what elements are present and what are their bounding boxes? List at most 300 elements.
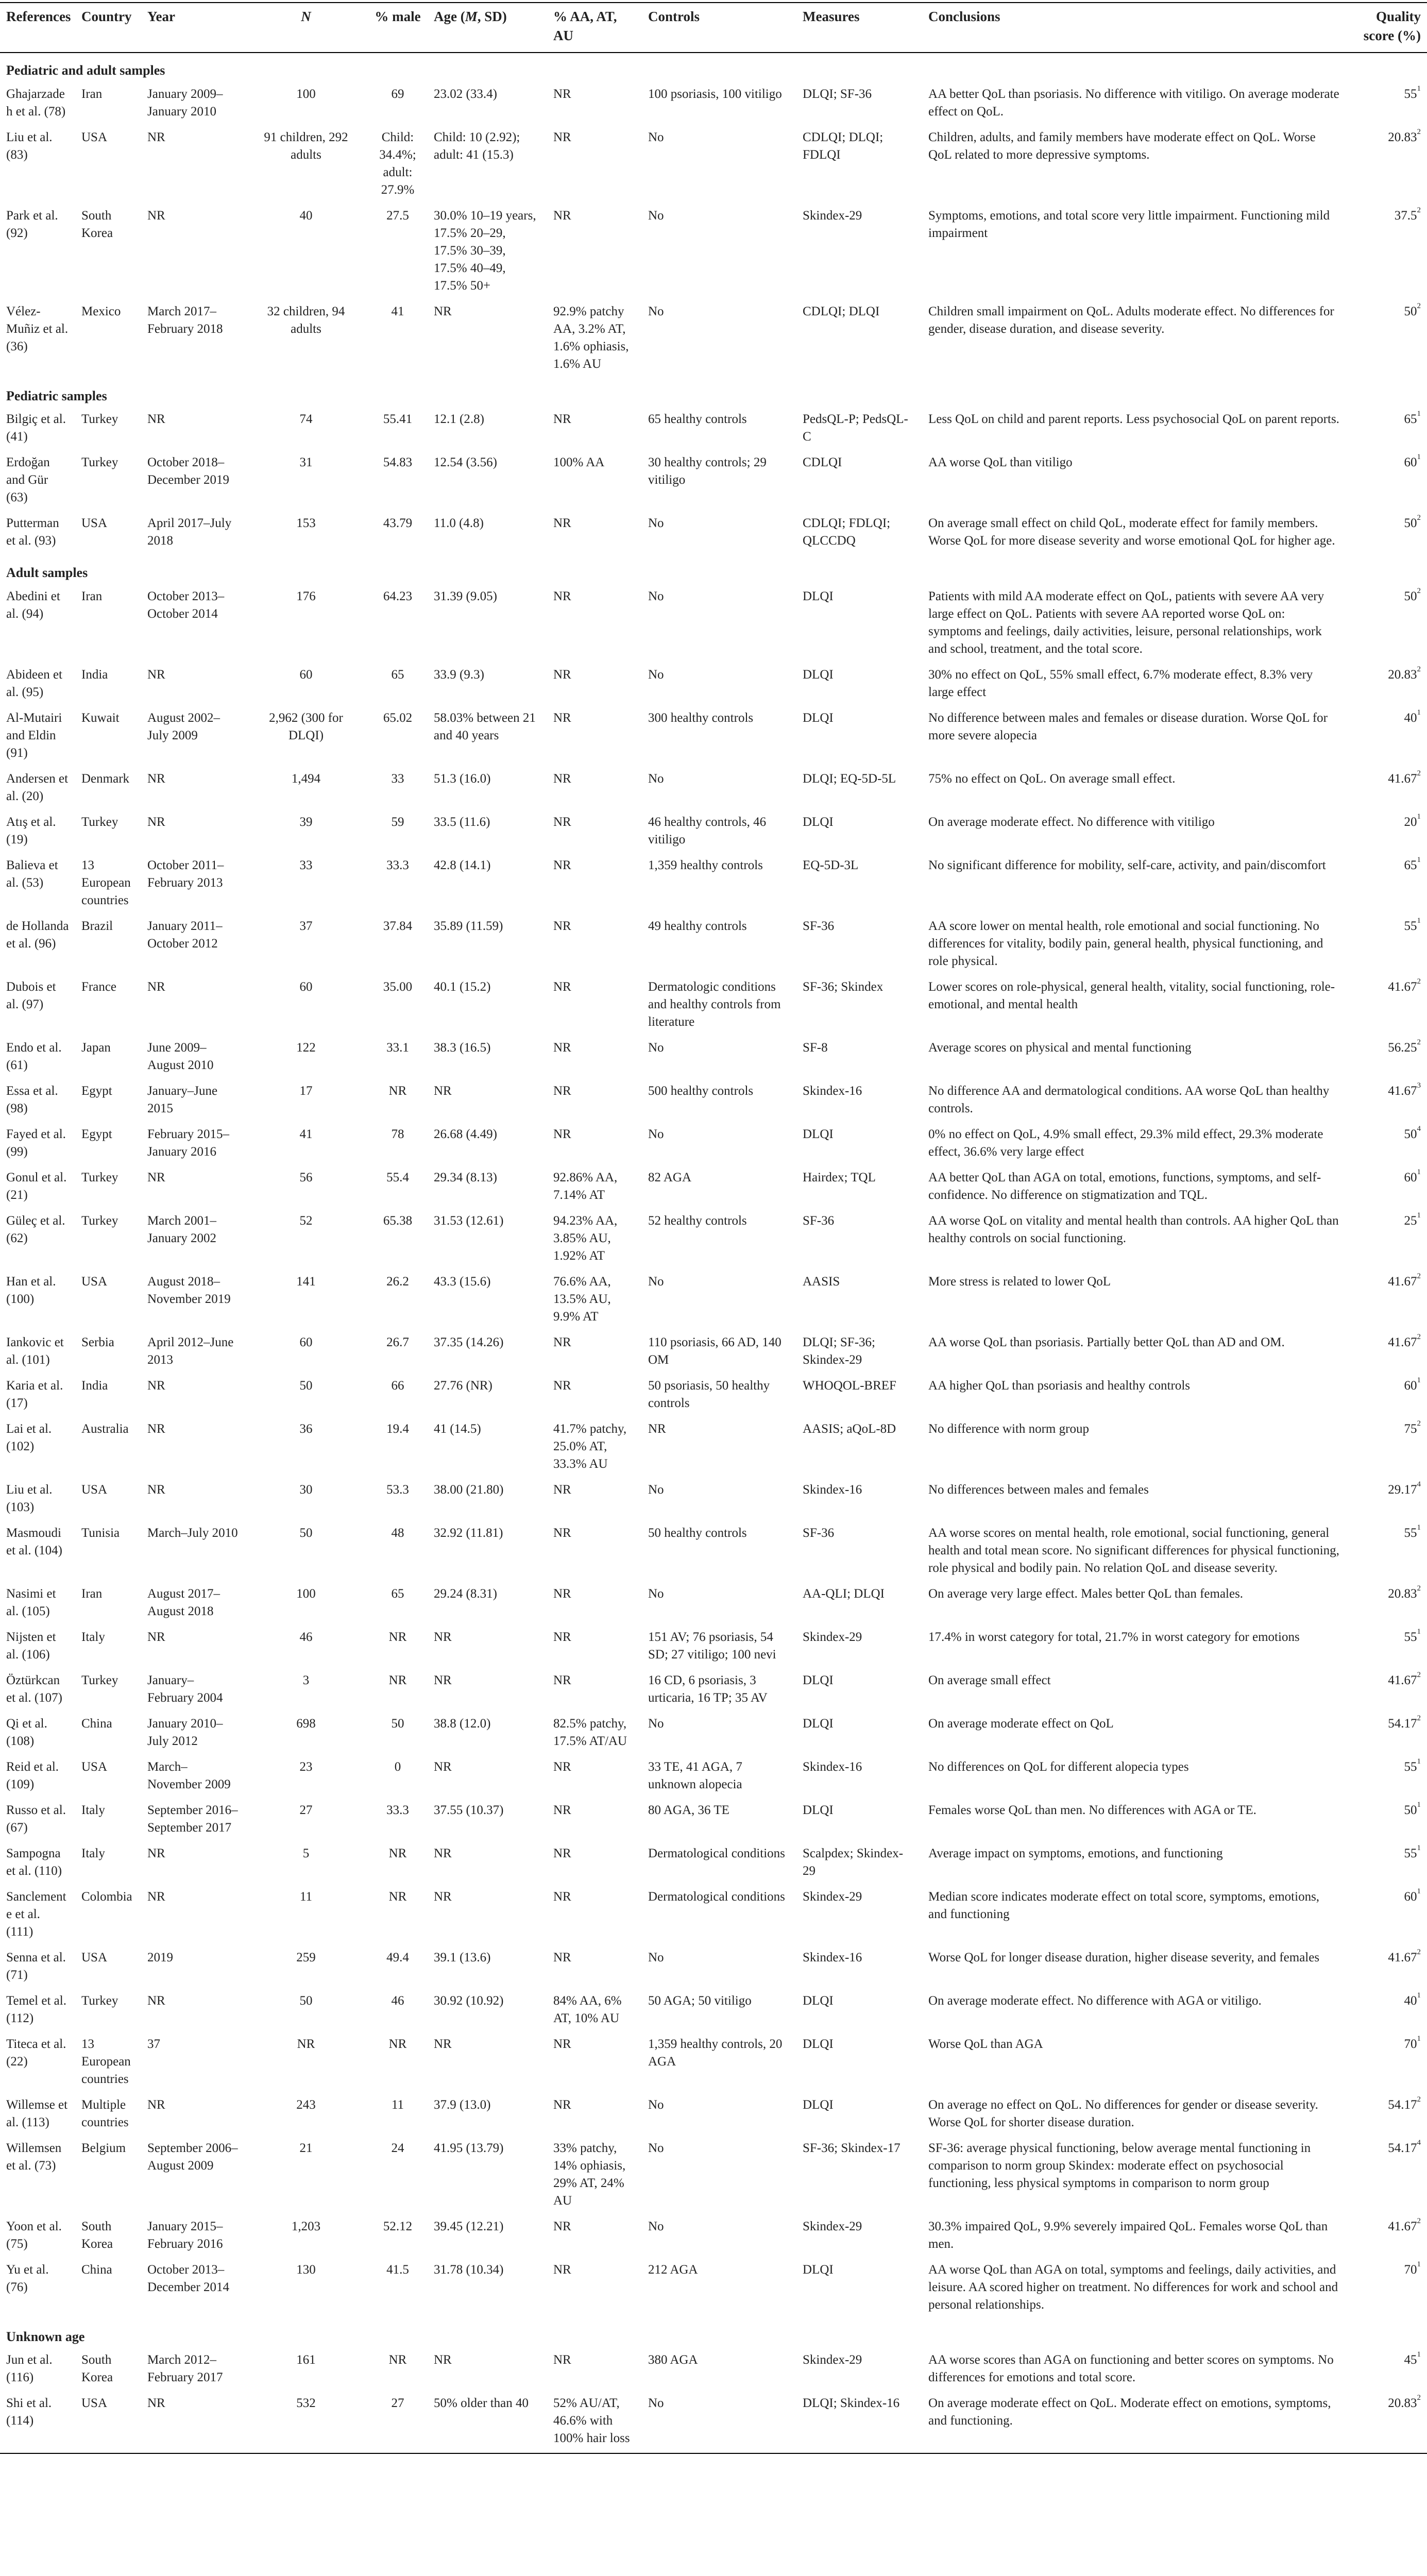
cell-conclusions: On average small effect [928,1673,1051,1687]
cell-types: 94.23% AA, 3.85% AU, 1.92% AT [553,1213,618,1263]
quality-value: 41.67 [1388,2219,1417,2233]
cell-types: NR [553,589,571,603]
cell-year: NR [147,412,165,427]
cell-reference: Yu et al. (76) [6,2262,49,2294]
cell-year: NR [147,1421,165,1436]
cell-age: 33.5 (11.6) [434,815,490,829]
quality-footnote-marker: 2 [1417,2095,1421,2104]
cell-country: India [81,1378,108,1393]
cell-n: 46 [299,1630,313,1644]
cell-male: 65 [391,1586,404,1601]
cell-country: USA [81,1950,108,1964]
cell-age: 41.95 (13.79) [434,2141,504,2155]
cell-age: NR [434,1759,452,1774]
cell-age: 27.76 (NR) [434,1378,492,1393]
table-row [0,1210,1427,1270]
cell-measures: Hairdex; TQL [803,1170,876,1184]
cell-reference: Temel et al. (112) [6,1993,66,2025]
cell-country: 13 European countries [81,858,131,907]
cell-types: 41.7% patchy, 25.0% AT, 33.3% AU [553,1421,627,1471]
cell-country: Egypt [81,1127,112,1141]
header-country: Country [75,3,141,53]
quality-footnote-marker: 1 [1417,84,1421,93]
cell-reference: Öztürkcan et al. (107) [6,1673,62,1705]
cell-measures: DLQI [803,589,834,603]
quality-footnote-marker: 2 [1417,514,1421,522]
cell-reference: Nijsten et al. (106) [6,1630,56,1662]
cell-country: Turkey [81,1673,118,1687]
cell-age: NR [434,2352,452,2367]
cell-male: NR [388,1846,407,1860]
cell-country: USA [81,1759,108,1774]
cell-measures: DLQI [803,710,834,725]
cell-types: 33% patchy, 14% ophiasis, 29% AT, 24% AU [553,2141,626,2208]
cell-year: NR [147,979,165,994]
cell-male: 19.4 [386,1421,409,1436]
cell-conclusions: On average moderate effect. No difference with vitiligo [928,815,1215,829]
table-row [0,2259,1427,2319]
cell-year: NR [147,1378,165,1393]
cell-types: NR [553,87,571,101]
cell-age: 12.54 (3.56) [434,455,497,470]
quality-footnote-marker: 1 [1417,1627,1421,1636]
quality-value: 55 [1404,87,1417,101]
cell-year: September 2006–August 2009 [147,2141,238,2173]
cell-n: 50 [299,1378,313,1393]
cell-types: 84% AA, 6% AT, 10% AU [553,1993,622,2025]
cell-quality-score [1347,1522,1427,1583]
table-row [0,2215,1427,2259]
cell-reference: Iankovic et al. (101) [6,1335,64,1367]
cell-n: 161 [296,2352,316,2367]
cell-age: NR [434,1083,452,1098]
cell-types: 76.6% AA, 13.5% AU, 9.9% AT [553,1274,611,1324]
cell-types: NR [553,1889,571,1904]
cell-country: Kuwait [81,710,120,725]
cell-measures: Skindex-29 [803,208,862,223]
cell-controls: No [648,1127,664,1141]
quality-value: 20.83 [1388,130,1417,144]
quality-footnote-marker: 1 [1417,1887,1421,1895]
cell-measures: Skindex-16 [803,1950,862,1964]
cell-controls: 46 healthy controls, 46 vitiligo [648,815,767,846]
cell-types: 100% AA [553,455,605,470]
cell-reference: Titeca et al. (22) [6,2037,66,2069]
cell-controls: No [648,130,664,144]
cell-male: 41.5 [386,2262,409,2277]
quality-value: 60 [1404,1378,1417,1393]
cell-country: Tunisia [81,1526,120,1540]
cell-quality-score [1347,408,1427,451]
quality-footnote-marker: 1 [1417,410,1421,418]
cell-types: NR [553,1083,571,1098]
table-row [0,300,1427,379]
quality-value: 60 [1404,455,1417,470]
cell-types: NR [553,1040,571,1055]
cell-n: 52 [299,1213,313,1228]
cell-male: 27 [368,2392,428,2453]
cell-male: 65.02 [383,710,413,725]
quality-value: 40 [1404,710,1417,725]
quality-value: 20 [1404,815,1417,829]
cell-male: NR [388,1673,407,1687]
cell-year: October 2013–December 2014 [147,2262,229,2294]
cell-types: NR [553,2097,571,2112]
quality-value: 25 [1404,1213,1417,1228]
cell-measures: DLQI [803,2262,834,2277]
header-controls: Controls [642,3,796,53]
cell-measures: DLQI [803,1716,834,1731]
cell-age: 37.9 (13.0) [434,2097,491,2112]
cell-quality-score [1347,1626,1427,1669]
cell-measures: DLQI [803,1673,834,1687]
quality-footnote-marker: 2 [1417,1584,1421,1592]
cell-year: NR [147,1630,165,1644]
quality-value: 55 [1404,1846,1417,1860]
cell-n: 3 [302,1673,310,1687]
cell-measures: SF-36; Skindex-17 [803,2141,901,2155]
cell-controls: No [648,1040,664,1055]
cell-types: NR [553,1335,571,1349]
cell-quality-score [1347,1418,1427,1479]
quality-footnote-marker: 4 [1417,1124,1421,1133]
cell-age: 41 (14.5) [434,1421,481,1436]
quality-footnote-marker: 2 [1417,127,1421,136]
cell-age: NR [434,2037,452,2051]
quality-value: 40 [1404,1993,1417,2008]
cell-reference: Qi et al. (108) [6,1716,47,1748]
cell-quality-score [1347,205,1427,300]
cell-controls: 1,359 healthy controls [648,858,763,872]
quality-footnote-marker: 2 [1417,206,1421,214]
cell-n: 36 [299,1421,313,1436]
cell-conclusions: AA worse QoL than psoriasis. Partially better QoL than AD and OM. [928,1335,1285,1349]
cell-country: Turkey [81,815,118,829]
cell-types: NR [553,1673,571,1687]
cell-country: Australia [81,1421,129,1436]
cell-n: 40 [299,208,313,223]
cell-controls: No [648,667,664,682]
cell-conclusions: SF-36: average physical functioning, below average mental functioning in comparison to norm group Skindex: moderate effect on psychosocial functioning, less physical symptoms in comparison to norm group [928,2141,1311,2190]
cell-types: NR [553,771,571,786]
cell-controls: 300 healthy controls [648,710,754,725]
cell-male: 33.3 [386,858,409,872]
cell-controls: No [648,516,664,531]
cell-age: NR [434,304,452,318]
cell-quality-score [1347,1270,1427,1331]
cell-n: 27 [299,1803,313,1817]
table-row [0,2137,1427,2215]
cell-age: 32.92 (11.81) [434,1526,503,1540]
cell-controls: NR [648,1421,666,1436]
cell-year: October 2011–February 2013 [147,858,224,890]
quality-footnote-marker: 2 [1417,1272,1421,1280]
cell-quality-score [1347,2033,1427,2094]
cell-measures: DLQI; EQ-5D-5L [803,771,896,786]
table-row [0,2033,1427,2094]
cell-measures: DLQI [803,667,834,682]
cell-year: March 2012–February 2017 [147,2352,223,2384]
cell-reference: Ghajarzadeh et al. (78) [6,87,66,118]
quality-value: 70 [1404,2262,1417,2277]
cell-n: 41 [299,1127,313,1141]
cell-age: 23.02 (33.4) [434,87,497,101]
cell-conclusions: AA better QoL than AGA on total, emotions, functions, symptoms, and self-confidence. No difference on stigmatization and TQL. [928,1170,1321,1202]
cell-male: 53.3 [386,1482,409,1497]
quality-footnote-marker: 1 [1417,1211,1421,1219]
cell-controls: No [642,2392,796,2453]
cell-age: 43.3 (15.6) [434,1274,491,1289]
cell-year: NR [147,667,165,682]
cell-age: 38.3 (16.5) [434,1040,491,1055]
cell-controls: 65 healthy controls [648,412,747,427]
cell-age: 35.89 (11.59) [434,919,503,933]
quality-footnote-marker: 4 [1417,2138,1421,2147]
table-row [0,1375,1427,1418]
cell-reference: Balieva et al. (53) [6,858,58,890]
cell-n: 100 [296,87,316,101]
table-row [0,1842,1427,1886]
table-row [0,1270,1427,1331]
cell-n: 50 [299,1993,313,2008]
cell-age: 30.0% 10–19 years, 17.5% 20–29, 17.5% 30–39, 17.5% 40–49, 17.5% 50+ [434,208,536,293]
cell-conclusions: AA higher QoL than psoriasis and healthy controls [928,1378,1191,1393]
cell-country: China [81,2262,112,2277]
cell-n: 31 [299,455,313,470]
cell-reference: Vélez-Muñiz et al. (36) [6,304,69,353]
cell-measures: CDLQI; DLQI [803,304,880,318]
cell-year: August 2002–July 2009 [147,710,220,742]
quality-footnote-marker: 4 [1417,1480,1421,1488]
table-row [0,126,1427,205]
cell-year: September 2016–September 2017 [147,1803,238,1835]
cell-year: October 2018–December 2019 [147,455,229,487]
cell-quality-score [1347,1080,1427,1123]
cell-conclusions: AA score lower on mental health, role emotional and social functioning. No differences for vitality, bodily pain, general health, physical functioning, and role physical. [928,919,1323,968]
section-heading-row [0,53,1427,82]
cell-controls: 50 healthy controls [648,1526,747,1540]
cell-male: 26.2 [386,1274,409,1289]
table-row [0,854,1427,915]
quality-value: 29.17 [1388,1482,1417,1497]
cell-reference: Senna et al. (71) [6,1950,66,1982]
cell-male: 54.83 [383,455,413,470]
quality-value: 60 [1404,1170,1417,1184]
cell-reference: Bilgiç et al. (41) [6,412,66,444]
cell-reference: Dubois et al. (97) [6,979,56,1011]
cell-controls: 50 AGA; 50 vitiligo [648,1993,752,2008]
cell-conclusions: 30.3% impaired QoL, 9.9% severely impaired QoL. Females worse QoL than men. [928,2219,1328,2251]
cell-male: NR [388,2037,407,2051]
cell-male: 33 [391,771,404,786]
cell-conclusions: On average small effect on child QoL, moderate effect for family members. Worse QoL for more disease severity and worse emotional QoL for higher age. [928,516,1335,548]
quality-footnote-marker: 1 [1417,855,1421,864]
cell-measures: SF-8 [803,1040,828,1055]
cell-controls: No [648,1274,664,1289]
cell-conclusions: AA worse scores than AGA on functioning and better scores on symptoms. No differences for emotions and total score. [928,2352,1334,2384]
cell-year: August 2018–November 2019 [147,1274,231,1306]
quality-footnote-marker: 2 [1417,301,1421,310]
table-row [0,1583,1427,1626]
cell-reference: Reid et al. (109) [6,1759,59,1791]
cell-measures: DLQI [803,1993,834,2008]
quality-footnote-marker: 1 [1417,916,1421,925]
cell-year: January 2015–February 2016 [147,2219,223,2251]
cell-male: 24 [391,2141,404,2155]
cell-controls: No [648,1482,664,1497]
quality-footnote-marker: 1 [1417,708,1421,717]
cell-n: 698 [296,1716,316,1731]
cell-reference: Liu et al. (83) [6,130,53,162]
cell-male: 65 [391,667,404,682]
cell-year: March–November 2009 [147,1759,231,1791]
cell-reference: Essa et al. (98) [6,1083,58,1115]
cell-male: 43.79 [383,516,413,531]
cell-age: 31.39 (9.05) [434,589,497,603]
cell-year: January 2010–July 2012 [147,1716,223,1748]
cell-controls: 500 healthy controls [648,1083,754,1098]
cell-conclusions: Children small impairment on QoL. Adults moderate effect. No differences for gender, disease duration, and disease severity. [928,304,1334,336]
table-row [0,1331,1427,1375]
cell-n: 60 [299,979,313,994]
quality-value: 20.83 [1388,1586,1417,1601]
header-year: Year [141,3,244,53]
cell-reference: Liu et al. (103) [6,1482,53,1514]
quality-footnote-marker: 1 [1417,1523,1421,1532]
quality-footnote-marker: 1 [1417,1757,1421,1766]
cell-year: January–February 2004 [147,1673,223,1705]
quality-value: 20.83 [1388,667,1417,682]
cell-types: 82.5% patchy, 17.5% AT/AU [553,1716,627,1748]
cell-controls: 151 AV; 76 psoriasis, 54 SD; 27 vitiligo; 100 nevi [648,1630,776,1662]
table-row [0,1166,1427,1210]
cell-n: 2,962 (300 for DLQI) [269,710,343,742]
cell-conclusions: No difference with norm group [928,1421,1089,1436]
table-row [0,1756,1427,1799]
cell-male: 0 [394,1759,401,1774]
cell-types: NR [553,919,571,933]
cell-controls: No [648,304,664,318]
cell-quality-score [1347,1669,1427,1713]
table-row [0,2392,1427,2453]
cell-country: South Korea [81,2352,113,2384]
cell-n: 17 [299,1083,313,1098]
quality-footnote-marker: 2 [1417,2393,1421,2402]
header-male: % male [368,3,428,53]
cell-n: 243 [296,2097,316,2112]
cell-conclusions: 75% no effect on QoL. On average small effect. [928,771,1176,786]
cell-age: 38.00 (21.80) [434,1482,504,1497]
cell-measures: CDLQI; DLQI; FDLQI [803,130,884,162]
cell-controls: No [648,1950,664,1964]
quality-value: 20.83 [1388,2396,1417,2410]
quality-value: 75 [1404,1421,1417,1436]
cell-n: 50 [299,1526,313,1540]
cell-age: 29.24 (8.31) [434,1586,497,1601]
cell-types: NR [553,979,571,994]
header-n: N [244,3,368,53]
section-heading-row [0,2319,1427,2349]
cell-male: 27.5 [386,208,409,223]
cell-quality-score [1347,1990,1427,2033]
cell-measures: Skindex-29 [803,2219,862,2233]
cell-quality-score [1347,1331,1427,1375]
cell-male: 55.41 [383,412,413,427]
cell-year: January 2009–January 2010 [147,87,223,118]
quality-footnote-marker: 2 [1417,1419,1421,1428]
cell-types: NR [553,2219,571,2233]
cell-conclusions: Worse QoL for longer disease duration, higher disease severity, and females [928,1950,1320,1964]
cell-age: 31.53 (12.61) [434,1213,504,1228]
cell-quality-score [1347,854,1427,915]
cell-age: NR [434,1673,452,1687]
cell-age: 39.1 (13.6) [434,1950,491,1964]
cell-age: 26.68 (4.49) [434,1127,497,1141]
cell-controls: 80 AGA, 36 TE [648,1803,729,1817]
cell-male: 69 [391,87,404,101]
cell-measures: SF-36 [803,1213,835,1228]
cell-reference: Willemsen et al. (73) [6,2141,62,2173]
cell-quality-score [1347,1799,1427,1842]
cell-country: Multiple countries [81,2097,129,2129]
cell-quality-score [1347,1713,1427,1756]
table-row [0,2094,1427,2137]
table-row [0,1669,1427,1713]
cell-year: March 2001–January 2002 [147,1213,216,1245]
quality-footnote-marker: 2 [1417,769,1421,777]
cell-measures: EQ-5D-3L [803,858,859,872]
cell-reference: de Hollanda et al. (96) [6,919,69,951]
cell-quality-score [1347,1210,1427,1270]
quality-value: 50 [1404,589,1417,603]
cell-year: March–July 2010 [147,1526,238,1540]
cell-n: NR [297,2037,315,2051]
quality-footnote-marker: 1 [1417,1167,1421,1176]
quality-value: 50 [1404,1127,1417,1141]
quality-value: 45 [1404,2352,1417,2367]
quality-footnote-marker: 2 [1417,1670,1421,1679]
cell-country: Mexico [81,304,121,318]
cell-year: 2019 [147,1950,173,1964]
table-row [0,83,1427,126]
cell-country: Turkey [81,412,118,427]
cell-types: NR [553,1846,571,1860]
cell-quality-score [1347,1756,1427,1799]
quality-value: 65 [1404,412,1417,427]
cell-conclusions: AA worse QoL than AGA on total, symptoms and feelings, daily activities, and leisure. AA scored higher on treatment. No differences for work and school and personal relationships. [928,2262,1338,2312]
cell-controls: No [648,1716,664,1731]
cell-male: NR [388,1889,407,1904]
table-row [0,451,1427,512]
cell-conclusions: AA worse QoL than vitiligo [928,455,1073,470]
cell-male: 37.84 [383,919,413,933]
cell-country: Denmark [81,771,130,786]
table-row [0,512,1427,555]
cell-age: 50% older than 40 [428,2392,547,2453]
cell-controls: No [648,2219,664,2233]
cell-country: China [81,1716,112,1731]
cell-n: 1,203 [291,2219,321,2233]
cell-n: 1,494 [291,771,321,786]
cell-n: 21 [299,2141,313,2155]
cell-age: 30.92 (10.92) [434,1993,504,2008]
cell-n: 91 children, 292 adults [264,130,348,162]
cell-controls: Dermatological conditions [648,1846,785,1860]
cell-conclusions: Children, adults, and family members have moderate effect on QoL. Worse QoL related to more depressive symptoms. [928,130,1316,162]
cell-quality-score [1347,451,1427,512]
cell-year: October 2013–October 2014 [147,589,225,621]
cell-country: Iran [81,87,103,101]
